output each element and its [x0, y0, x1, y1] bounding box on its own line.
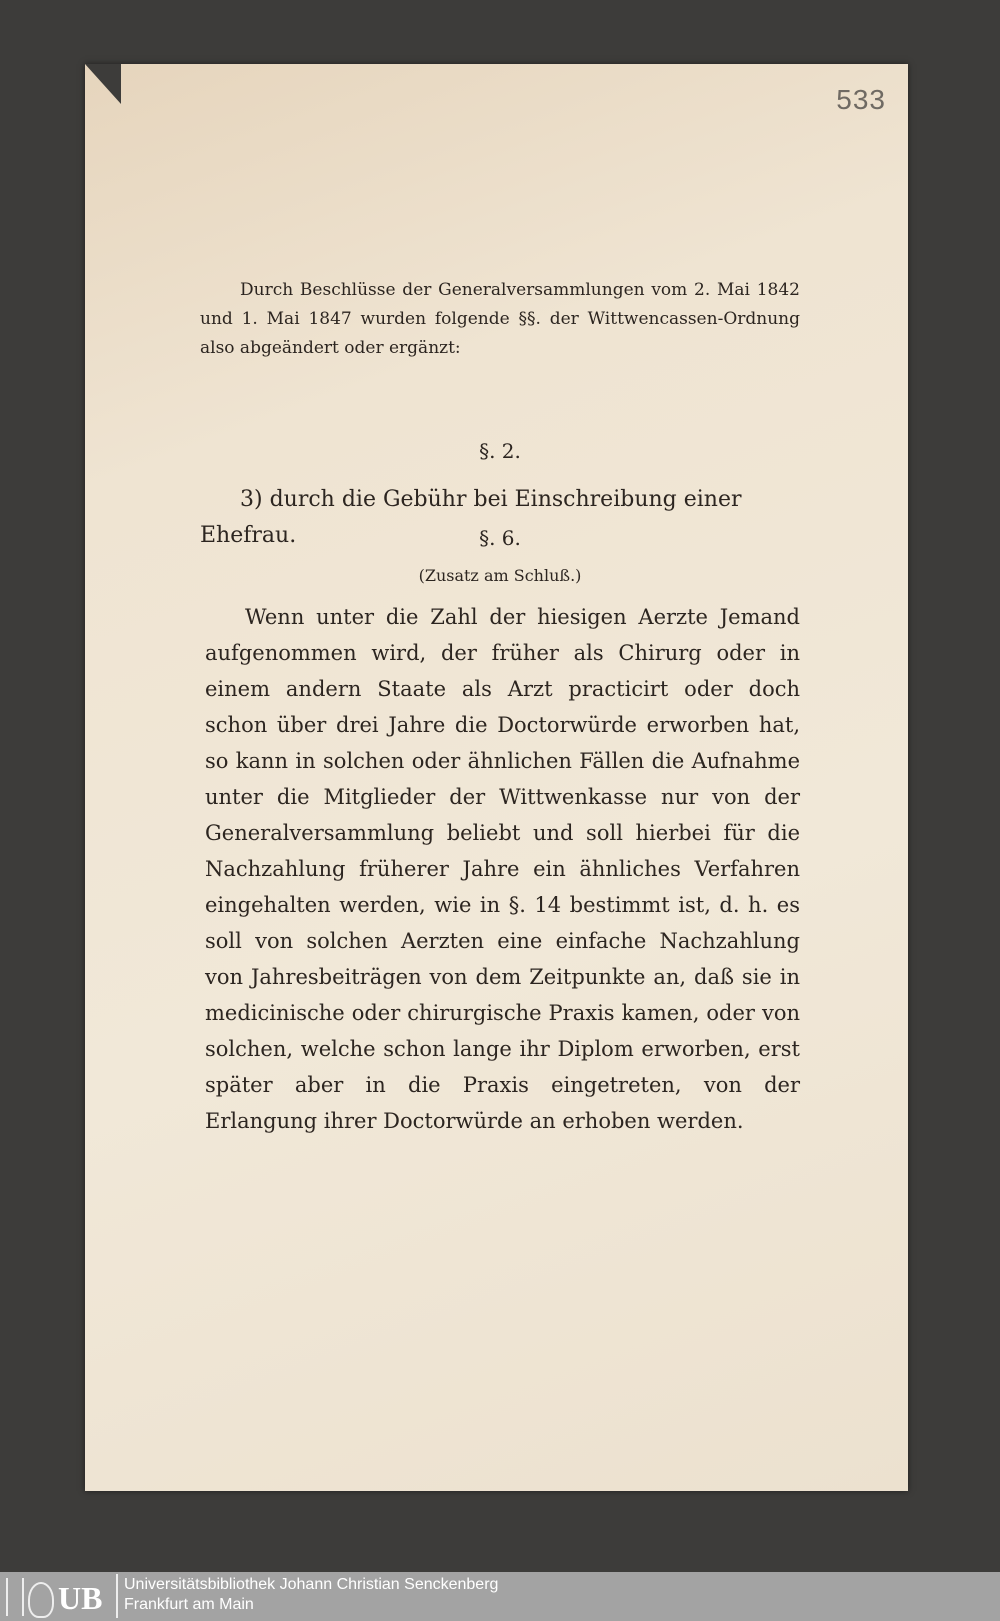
section-6-text: Wenn unter die Zahl der hiesigen Aerzte Jemand aufgenommen wird, der früher als Chirurg oder in einem andern Staate als Arzt practicirt oder doch schon über drei Jahre die Doctorwürde erworben hat, so kann in solchen oder ähnlichen Fällen die Aufnahme unter die Mitglieder der Wittwenkasse nur von der Generalversammlung beliebt und soll hierbei für die Nachzahlung früherer Jahre ein ähnliches Verfahren eingehalten werden, wie in §. 14 bestimmt ist, d. h. es soll von solchen Aerzten eine einfache Nachzahlung von Jahresbeiträgen von dem Zeitpunkte an, daß sie in medicinische oder chirurgische Praxis kamen, oder von solchen, welche schon lange ihr Diplom erworben, erst später aber in die Praxis eingetreten, von der Erlangung ihrer Doctorwürde an erhoben werden. [205, 605, 800, 1133]
library-footer [0, 1572, 1000, 1621]
intro-paragraph: Durch Beschlüsse der Generalversammlungen vom 2. Mai 1842 und 1. Mai 1847 wurden folgende §§. der Wittwencassen-Ordnung also abgeändert oder ergänzt: [200, 280, 800, 358]
library-name: Universitätsbibliothek Johann Christian Senckenberg [124, 1576, 499, 1593]
page-number: 533 [836, 84, 886, 115]
folded-corner [85, 64, 121, 104]
library-city: Frankfurt am Main [124, 1596, 254, 1613]
section-heading-6: §. 6. [479, 526, 521, 550]
section-heading-2: §. 2. [479, 439, 521, 463]
portrait-icon [28, 1582, 54, 1618]
pillars-icon [6, 1578, 24, 1616]
logo-text: UB [58, 1580, 103, 1616]
section-6-subheading: (Zusatz am Schluß.) [418, 566, 582, 585]
section-2-text: 3) durch die Gebühr bei Einschreibung einer Ehefrau. [200, 487, 742, 548]
ub-logo[interactable] [4, 1574, 118, 1618]
document-page [85, 64, 908, 1491]
